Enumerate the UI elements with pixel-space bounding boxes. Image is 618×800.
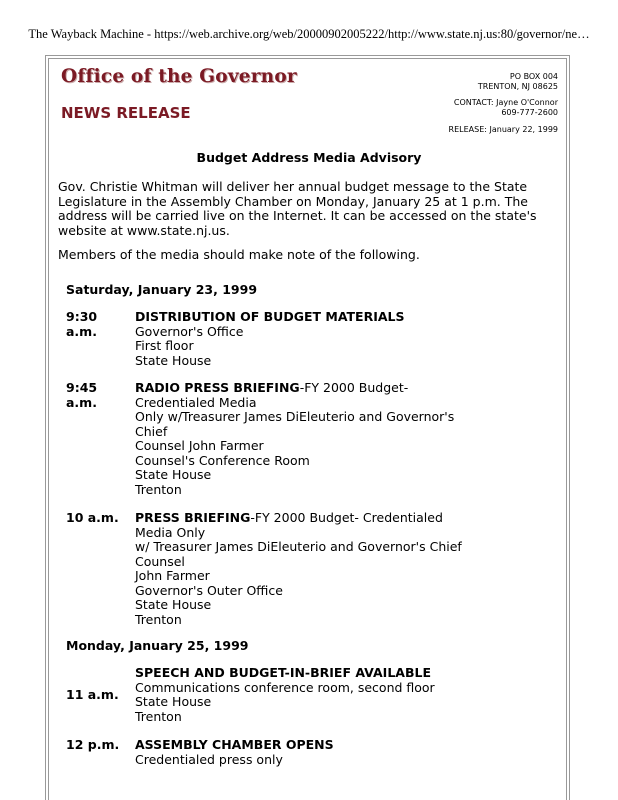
event-details bbox=[135, 310, 480, 368]
intro-paragraph: Gov. Christie Whitman will deliver her annual budget message to the State Legislature in the Assembly Chamber on Monday, January 25 at 1 p.m. The address will be carried live on the Internet. It can be accessed on the state's website at www.state.nj.us. bbox=[58, 179, 537, 238]
event-line: w/ Treasurer James DiEleuterio and Governor's Chief bbox=[135, 539, 462, 554]
event-time-hour: 11 a.m. bbox=[66, 687, 119, 702]
browser-header: The Wayback Machine - https://web.archive.org/web/20000902005222/http://www.state.nj.us:80/governor/ne… bbox=[28, 27, 590, 41]
event-line: Counsel bbox=[135, 553, 185, 569]
address-block bbox=[478, 72, 558, 92]
event-time-hour: 10 a.m. bbox=[66, 510, 119, 525]
event-details bbox=[135, 666, 480, 724]
release-date: RELEASE: January 22, 1999 bbox=[448, 125, 558, 134]
event-details bbox=[135, 511, 480, 627]
contact-block bbox=[454, 98, 558, 118]
event-line: Media Only bbox=[135, 524, 206, 540]
event-time-period: a.m. bbox=[66, 394, 97, 410]
event-time-hour: 9:30 bbox=[66, 309, 98, 324]
event-heading-suffix: -FY 2000 Budget- Credentialed bbox=[250, 510, 443, 525]
event-heading: DISTRIBUTION OF BUDGET MATERIALS bbox=[135, 309, 405, 324]
article-title: Budget Address Media Advisory bbox=[196, 150, 422, 165]
event-line: State House bbox=[135, 467, 212, 482]
event-heading: SPEECH AND BUDGET-IN-BRIEF AVAILABLE bbox=[135, 665, 432, 680]
event-line: Trenton bbox=[135, 708, 182, 724]
event-time bbox=[66, 381, 97, 410]
schedule-day-monday: Monday, January 25, 1999 bbox=[66, 638, 249, 653]
event-time-hour: 9:45 bbox=[66, 380, 98, 395]
event-line: Governor's Office bbox=[135, 323, 244, 339]
schedule-day-saturday: Saturday, January 23, 1999 bbox=[66, 282, 258, 297]
event-time bbox=[66, 738, 119, 753]
event-line: Communications conference room, second floor bbox=[135, 679, 435, 695]
event-line: Only w/Treasurer James DiEleuterio and Governor's bbox=[135, 409, 455, 424]
event-details bbox=[135, 381, 480, 497]
po-box: PO BOX 004 bbox=[509, 72, 558, 81]
event-line: Counsel's Conference Room bbox=[135, 452, 310, 468]
event-line: Trenton bbox=[135, 481, 182, 497]
event-heading: ASSEMBLY CHAMBER OPENS bbox=[135, 737, 334, 752]
contact-phone: 609-777-2600 bbox=[501, 108, 558, 117]
event-time bbox=[66, 511, 119, 526]
event-time bbox=[66, 688, 119, 703]
event-line: First floor bbox=[135, 338, 194, 353]
event-line: Trenton bbox=[135, 611, 182, 627]
event-time-hour: 12 p.m. bbox=[66, 737, 120, 752]
event-line: Chief bbox=[135, 423, 168, 439]
event-line: Credentialed Media bbox=[135, 394, 257, 410]
media-note: Members of the media should make note of the following. bbox=[58, 247, 420, 262]
event-line: Governor's Outer Office bbox=[135, 582, 283, 598]
event-time-period: a.m. bbox=[66, 323, 97, 339]
event-line: State House bbox=[135, 694, 212, 709]
event-line: State House bbox=[135, 597, 212, 612]
contact-name: CONTACT: Jayne O'Connor bbox=[453, 98, 558, 107]
event-heading-suffix: -FY 2000 Budget- bbox=[299, 380, 409, 395]
event-line: Counsel John Farmer bbox=[135, 438, 264, 453]
event-details bbox=[135, 738, 480, 767]
event-line: State House bbox=[135, 352, 212, 368]
event-heading: RADIO PRESS BRIEFING bbox=[135, 380, 300, 395]
event-heading: PRESS BRIEFING bbox=[135, 510, 251, 525]
office-logo: Office of the Governor bbox=[61, 66, 297, 87]
event-line: Credentialed press only bbox=[135, 751, 283, 767]
city-line: TRENTON, NJ 08625 bbox=[477, 82, 558, 91]
event-line: John Farmer bbox=[135, 568, 210, 583]
event-time bbox=[66, 310, 97, 339]
news-release-label: NEWS RELEASE bbox=[61, 104, 191, 122]
